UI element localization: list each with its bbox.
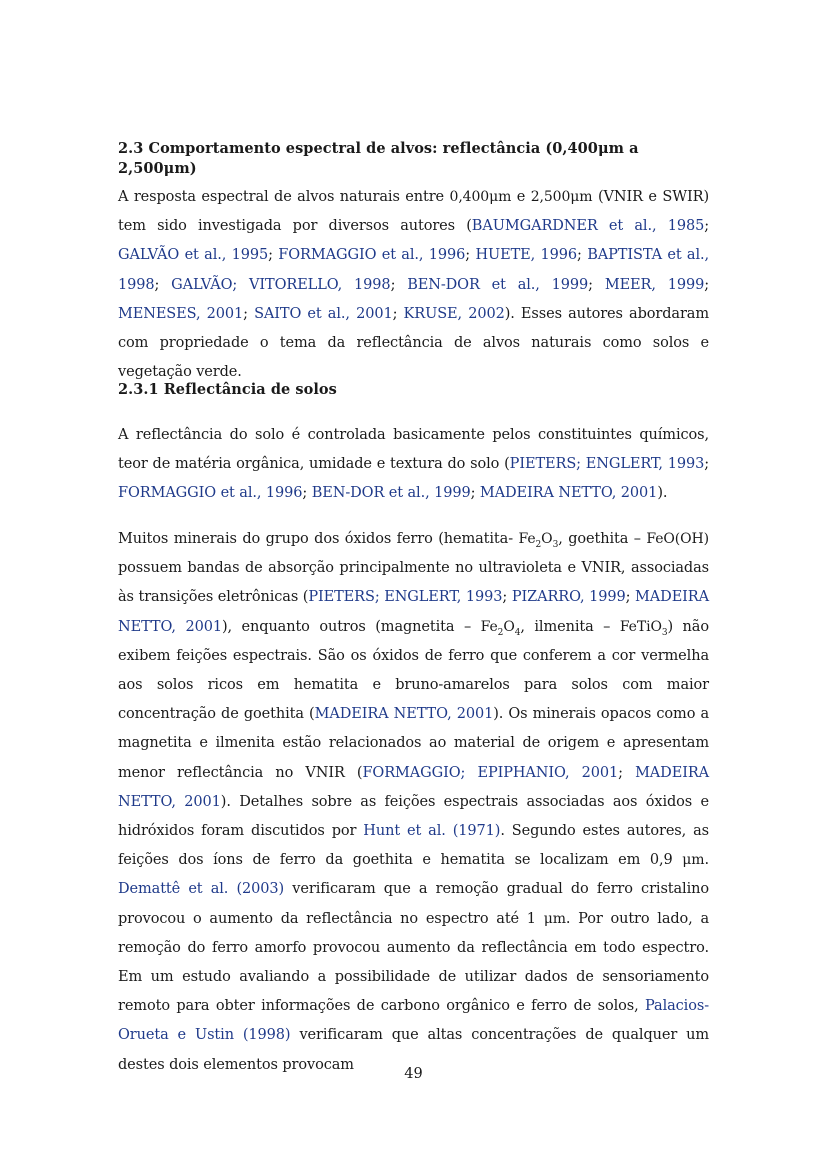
math-term: Fe <box>518 531 536 547</box>
subscript: 2 <box>535 539 542 550</box>
citation: KRUSE, 2002 <box>403 305 505 322</box>
citation: GALVÃO; VITORELLO, 1998 <box>171 276 391 293</box>
citation: MADEIRA NETTO, 2001 <box>118 764 710 810</box>
citation: PIZARRO, 1999 <box>511 589 626 606</box>
citation: Hunt et al. (1971) <box>363 823 501 840</box>
subscript: 3 <box>552 539 559 550</box>
math-term: FeTiO <box>619 618 662 635</box>
citation: SAITO et al., 2001 <box>254 305 393 322</box>
citation: MADEIRA NETTO, 2001 <box>118 589 709 635</box>
subscript: 2 <box>497 627 504 638</box>
page-number: 49 <box>404 1066 423 1082</box>
subsection-paragraph-1: A reflectância do solo é controlada basicamente pelos constituintes químicos, teor de matéria orgânica, umidade e textura do solo (PIETERS; ENGLERT, 1993; FORMAGGIO et al., 1996; BEN-DOR et al., 1999; MADEIRA NETTO, 2001). <box>118 427 709 502</box>
citation: MENESES, 2001 <box>118 305 244 322</box>
citation: PIETERS; ENGLERT, 1993 <box>308 589 503 606</box>
citation: MEER, 1999 <box>604 276 705 293</box>
math-term: Fe <box>480 618 498 635</box>
math-term: μm <box>682 852 705 869</box>
citation: HUETE, 1996 <box>475 247 578 264</box>
section-paragraph: A resposta espectral de alvos naturais entre 0,400μm e 2,500μm (VNIR e SWIR) tem sido investigada por diversos autores (BAUMGARDNER et al., 1985; GALVÃO et al., 1995; FORMAGGIO et al., 1996; HUETE, 1996; BAPTISTA et al., 1998; GALVÃO; VITORELLO, 1998; BEN-DOR et al., 1999; MEER, 1999; MENESES, 2001; SAITO et al., 2001; KRUSE, 2002). Esses autores abordaram com propriedade o tema da reflectância de alvos naturais como solos e vegetação verde. <box>118 189 710 381</box>
math-term: μm <box>543 910 566 927</box>
subsection-paragraph-2: Muitos minerais do grupo dos óxidos ferro (hematita- $Fe_2O_3$, goethita – FeO(OH) possuem bandas de absorção principalmente no ultravioleta e VNIR, associadas às transições eletrônicas (PIETERS; ENGLERT, 1993; PIZARRO, 1999; MADEIRA NETTO, 2001), enquanto outros (magnetita – $Fe_2O_4$, ilmenita – FeTiO$_3$) não exibem feições espectrais. São os óxidos de ferro que conferem a cor vermelha aos solos ricos em hematita e bruno-amarelos para solos com maior concentração de goethita (MADEIRA NETTO, 2001). Os minerais opacos como a magnetita e ilmenita estão relacionados ao material de origem e apresentam menor reflectância no VNIR (FORMAGGIO; EPIPHANIO, 2001; MADEIRA NETTO, 2001). Detalhes sobre as feições espectrais associadas aos óxidos e hidróxidos foram discutidos por Hunt et al. (1971). Segundo estes autores, as feições dos íons de ferro da goethita e hematita se localizam em 0,9 μm. Demattê et al. (2003) verificaram que a remoção gradual do ferro cristalino provocou o aumento da reflectância no espectro até 1 μm. Por outro lado, a remoção do ferro amorfo provocou aumento da reflectância em todo espectro. Em um estudo avaliando a possibilidade de utilizar dados de sensoriamento remoto para obter informações de carbono orgânico e ferro de solos, Palacios-Orueta e Ustin (1998) verificaram que altas concentrações de qualquer um destes dois elementos provocam <box>118 531 710 1073</box>
citation: MADEIRA NETTO, 2001 <box>479 485 658 502</box>
subscript: 3 <box>661 627 668 638</box>
citation: Palacios-Orueta e Ustin (1998) <box>118 998 709 1044</box>
math-term: 2,500μm <box>530 189 593 205</box>
citation: MADEIRA NETTO, 2001 <box>314 706 494 723</box>
math-term: FeO(OH) <box>646 531 709 547</box>
section-heading: 2.3 Comportamento espectral de alvos: reflectância (0,400μm a 2,500μm) <box>118 140 639 177</box>
citation: FORMAGGIO; EPIPHANIO, 2001 <box>362 764 619 781</box>
citation: GALVÃO et al., 1995 <box>118 247 269 264</box>
citation: Demattê et al. (2003) <box>118 881 285 898</box>
citation: BAPTISTA et al., 1998 <box>118 247 710 293</box>
subsection-heading: 2.3.1 Reflectância de solos <box>118 381 337 398</box>
citation: PIETERS; ENGLERT, 1993 <box>509 456 705 473</box>
citation: BAUMGARDNER et al., 1985 <box>471 218 705 235</box>
math-term: O <box>541 531 553 547</box>
subscript: 4 <box>514 627 521 638</box>
citation: FORMAGGIO et al., 1996 <box>278 247 466 264</box>
citation: BEN-DOR et al., 1999 <box>311 485 471 502</box>
citation: FORMAGGIO et al., 1996 <box>118 485 303 502</box>
citation: BEN-DOR et al., 1999 <box>407 276 589 293</box>
math-term: 0,400μm <box>449 189 512 205</box>
math-term: O <box>503 618 515 635</box>
